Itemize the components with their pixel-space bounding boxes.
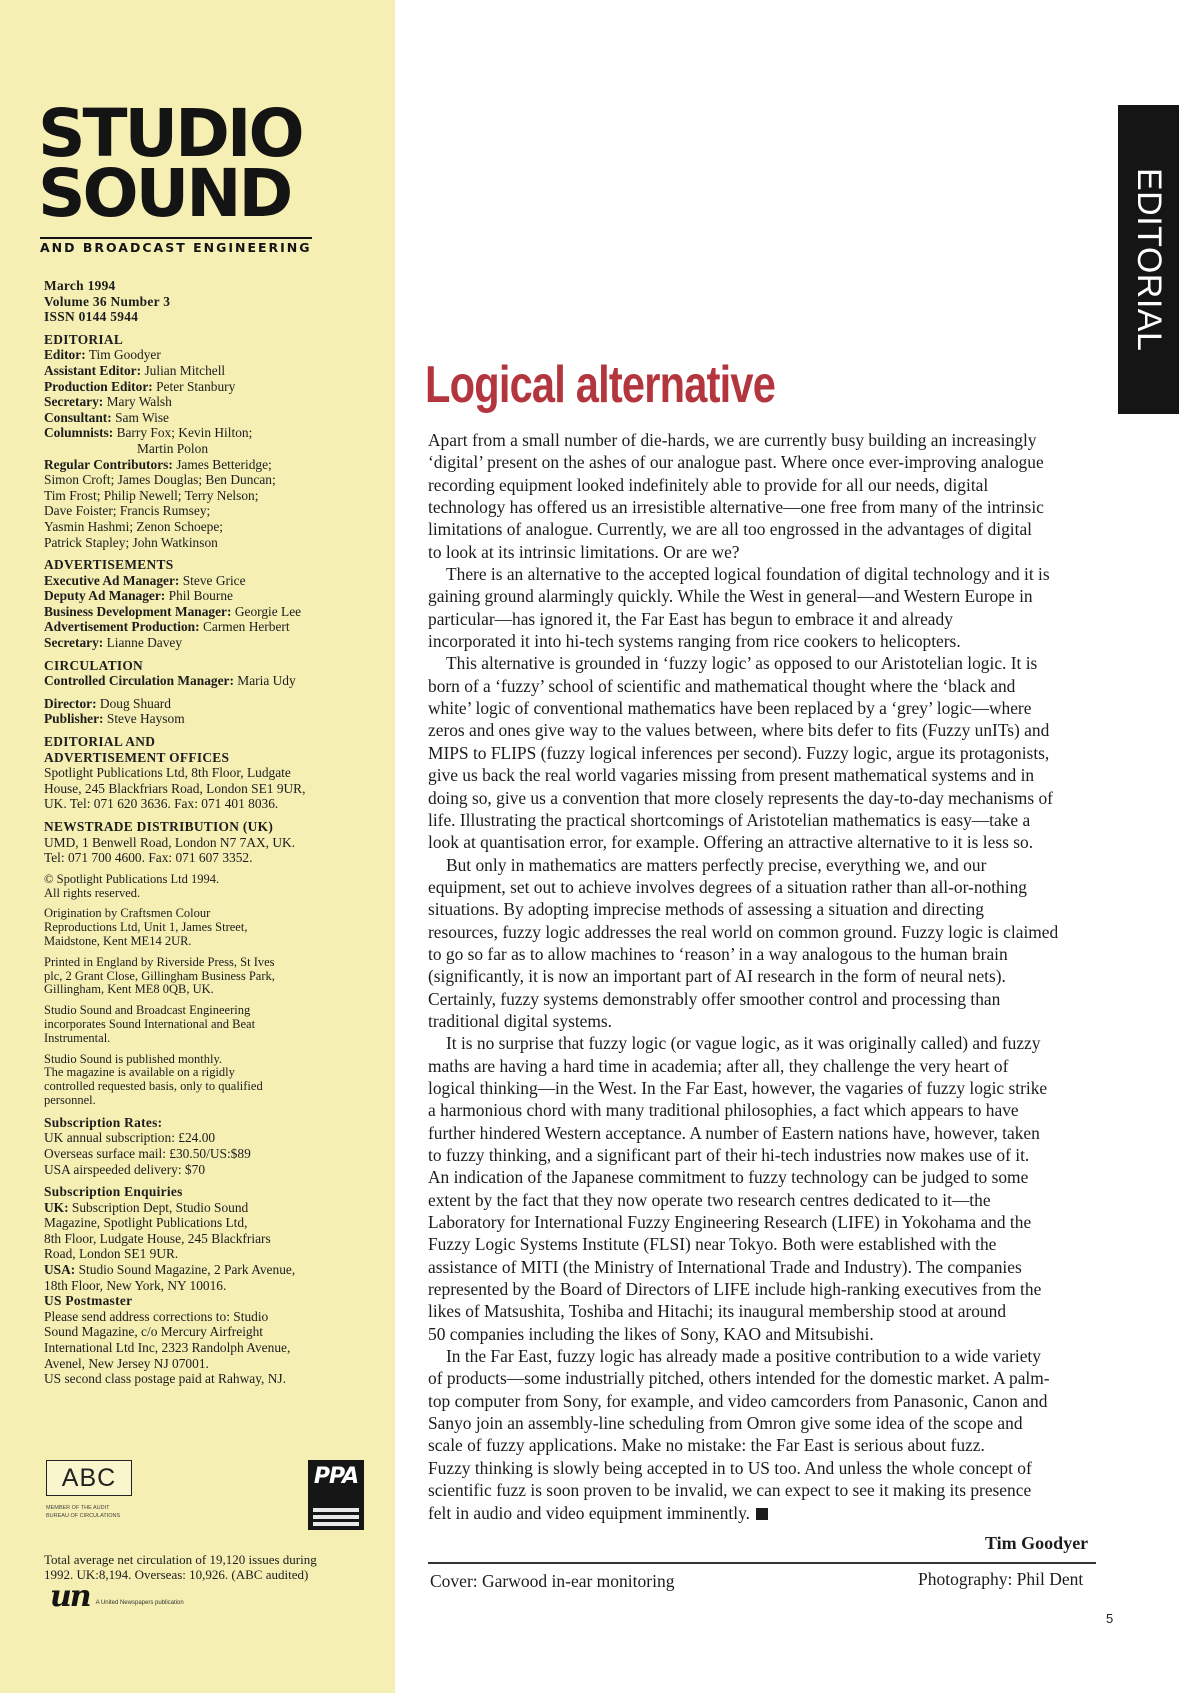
issue-info: [44, 278, 380, 325]
article-line: Fuzzy Logic Systems Institute (FLSI) near Tokyo. Both were established with the: [428, 1234, 997, 1255]
article-line: limitations of analogue. Currently, we are all too engrossed in the advantages of digital: [428, 519, 1032, 540]
article-line: particular—has ignored it, the Far East has begun to embrace it and already: [428, 608, 953, 629]
section-tab-label: EDITORIAL: [1130, 167, 1168, 352]
article-line: MIPS to FLIPS (fuzzy logical inferences per second). Fuzzy logic, argue its protagonists,: [428, 742, 1050, 763]
copyright-line-1: © Spotlight Publications Ltd 1994.: [44, 871, 220, 886]
ad-secretary-line: Secretary: Lianne Davey: [44, 635, 183, 651]
abc-caption: [46, 1504, 156, 1520]
issue-date: March 1994: [44, 278, 116, 293]
photography-credit: Photography: Phil Dent: [918, 1569, 1084, 1589]
contributors-line-3: Tim Frost; Philip Newell; Terry Nelson;: [44, 487, 259, 503]
offices-line-2: House, 245 Blackfriars Road, London SE1 9UR,: [44, 780, 306, 796]
section-tab: [1118, 105, 1179, 414]
circulation-note: [44, 1553, 374, 1582]
uk-line-4: Road, London SE1 9UR.: [44, 1246, 179, 1262]
article-line: represented by the Board of Directors of LIFE include high-ranking executives from the: [428, 1279, 1042, 1300]
page-number: 5: [1106, 1611, 1114, 1626]
circulation-heading: CIRCULATION: [44, 657, 144, 673]
footer-rule: [428, 1562, 1096, 1564]
article-body: [428, 429, 1094, 1524]
newstrade-line-2: Tel: 071 700 4600. Fax: 071 607 3352.: [44, 850, 253, 866]
contributors-line-6: Patrick Stapley; John Watkinson: [44, 534, 218, 550]
postmaster-line-3: International Ltd Inc, 2323 Randolph Avenue,: [44, 1340, 291, 1356]
secretary-line: Secretary: Mary Walsh: [44, 394, 172, 410]
article-line: ‘digital’ present on the ashes of our analogue past. Where once ever-improving analogue: [428, 452, 1044, 473]
contributors-line-5: Yasmin Hashmi; Zenon Schoepe;: [44, 518, 224, 534]
circ-manager-line: Controlled Circulation Manager: Maria Udy: [44, 673, 296, 689]
un-text: A United Newspapers publication: [95, 1600, 184, 1606]
article-line: look at quantisation error, for example. Offering an attractive alternative to it is less so.: [428, 832, 1034, 853]
un-mark: un: [50, 1579, 90, 1614]
usa-line-2: 18th Floor, New York, NY 10016.: [44, 1277, 227, 1293]
article-line: born of a ‘fuzzy’ school of scientific and mathematical thought where the ‘black and: [428, 675, 1016, 696]
article-line: doing so, give us a convention that more closely represents the day-to-day mechanisms of: [428, 787, 1053, 808]
logo-line-studio: STUDIO: [38, 95, 302, 172]
director-line: Director: Doug Shuard: [44, 695, 171, 711]
cover-credit: Cover: Garwood in-ear monitoring: [430, 1571, 675, 1591]
issue-issn: ISSN 0144 5944: [44, 309, 139, 325]
offices: [44, 734, 380, 812]
article-line: white’ logic of conventional mathematics have been replaced by a ‘grey’ logic—where: [428, 698, 1032, 719]
published-line-3: controlled requested basis, only to qualified: [44, 1079, 263, 1094]
article-line: likes of Matsushita, Toshiba and Hitachi; its inaugural membership stood at around: [428, 1301, 1007, 1322]
printer: [44, 956, 380, 997]
postmaster-line-4: Avenel, New Jersey NJ 07001.: [44, 1355, 209, 1371]
article-line: top computer from Sony, for example, and video camcorders from Panasonic, Canon and: [428, 1390, 1048, 1411]
postmaster-line-5: US second class postage paid at Rahway, NJ.: [44, 1371, 286, 1387]
article-line: logical thinking—in the West. In the Far East, however, the vagaries of fuzzy logic strike: [428, 1077, 1048, 1098]
incorporates-line-3: Instrumental.: [44, 1030, 111, 1045]
article-line: Apart from a small number of die-hards, we are currently busy building an increasingly: [428, 430, 1037, 450]
origination: [44, 907, 380, 948]
article-line: It is no surprise that fuzzy logic (or vague logic, as it was originally called) and fuzzy: [446, 1033, 1041, 1054]
article-line: equipment, set out to achieve involves degrees of a situation rather than all-or-nothing: [428, 876, 1027, 897]
incorporates-line-2: incorporates Sound International and Beat: [44, 1016, 256, 1031]
published-line-2: The magazine is available on a rigidly: [44, 1065, 235, 1080]
contributors-line-2: Simon Croft; James Douglas; Ben Duncan;: [44, 472, 276, 488]
ppa-mark: PPA: [313, 1464, 359, 1489]
deputy-ad-line: Deputy Ad Manager: Phil Bourne: [44, 588, 233, 604]
published-line-4: personnel.: [44, 1092, 96, 1107]
published-line-1: Studio Sound is published monthly.: [44, 1051, 223, 1066]
article-line: technology has offered us an irresistible alternative—one free from many of the intrinsic: [428, 497, 1044, 518]
article-line: 50 companies including the likes of Sony, KAO and Mitsubishi.: [428, 1323, 874, 1344]
masthead-credits: [44, 278, 380, 1394]
article-line: zeros and ones give way to the values between, where bits defer to fits (Fuzzy unITs) and: [428, 720, 1050, 741]
consultant-line: Consultant: Sam Wise: [44, 409, 169, 425]
article-line: But only in mathematics are matters perfectly precise, everything we, and our: [446, 854, 987, 875]
rates-line-3: USA airspeeded delivery: $70: [44, 1161, 206, 1177]
offices-line-1: Spotlight Publications Ltd, 8th Floor, Ludgate: [44, 765, 291, 781]
circulation-line-2: 1992. UK:8,194. Overseas: 10,926. (ABC audited): [44, 1566, 309, 1582]
article-line: give us back the real world vagaries missing from present mathematical systems and in: [428, 765, 1035, 786]
article-line: Laboratory for International Fuzzy Engineering Research (LIFE) in Yokohama and the: [428, 1212, 1032, 1233]
article-line: resources, fuzzy logic addresses the real world on common ground. Fuzzy logic is claimed: [428, 921, 1059, 942]
origination-line-3: Maidstone, Kent ME14 2UR.: [44, 933, 192, 948]
exec-ad-line: Executive Ad Manager: Steve Grice: [44, 572, 246, 588]
article-line: life. Illustrating the practical shortcomings of Aristotelian mathematics is easy—take a: [428, 809, 1031, 830]
article-line: An indication of the Japanese commitment to fuzzy technology can be judged to some: [428, 1167, 1029, 1188]
editorial-heading: EDITORIAL: [44, 331, 124, 347]
article-line: to fuzzy thinking, and a significant part of their hi-tech industries now makes use of it.: [428, 1145, 1030, 1165]
postmaster-heading: US Postmaster: [44, 1293, 133, 1309]
newstrade: [44, 819, 380, 866]
publication-note: [44, 1053, 380, 1108]
article-line: In the Far East, fuzzy logic has already made a positive contribution to a wide variety: [446, 1346, 1041, 1367]
postmaster-line-2: Sound Magazine, c/o Mercury Airfreight: [44, 1324, 264, 1340]
copyright-line-2: All rights reserved.: [44, 885, 141, 900]
article-line: Sanyo join an assembly-line scheduling from Omron give some idea of the scope and: [428, 1413, 1023, 1434]
newstrade-heading: NEWSTRADE DISTRIBUTION (UK): [44, 819, 274, 834]
advertisements-staff: [44, 557, 380, 651]
article-line: This alternative is grounded in ‘fuzzy logic’ as opposed to our Aristotelian logic. It is: [446, 653, 1038, 674]
issue-volume: Volume 36 Number 3: [44, 293, 171, 309]
ppa-bars: [313, 1505, 359, 1526]
offices-heading-1: EDITORIAL AND: [44, 734, 156, 750]
uk-line-2: Magazine, Spotlight Publications Ltd,: [44, 1215, 248, 1231]
enquiries-heading: Subscription Enquiries: [44, 1184, 183, 1200]
columnists-line-2: Martin Polon: [137, 440, 209, 456]
circulation-staff: [44, 658, 380, 689]
uk-line-3: 8th Floor, Ludgate House, 245 Blackfriars: [44, 1230, 271, 1246]
offices-heading-2: ADVERTISEMENT OFFICES: [44, 749, 230, 765]
article-line: of products—some industrially pitched, others intended for the domestic market. A palm-: [428, 1368, 1050, 1389]
article-line: to go so far as to allow machines to ‘reason’ in a way analogous to the human brain: [428, 943, 1008, 964]
united-newspapers-logo: [50, 1579, 184, 1614]
circulation-line-1: Total average net circulation of 19,120 issues during: [44, 1552, 317, 1567]
incorporates-line-1: Studio Sound and Broadcast Engineering: [44, 1003, 251, 1018]
article-line: recording equipment looked indefinitely able to provide for all our needs, digital: [428, 474, 989, 495]
printer-line-2: plc, 2 Grant Close, Gillingham Business Park,: [44, 968, 275, 983]
newstrade-line-1: UMD, 1 Benwell Road, London N7 7AX, UK.: [44, 834, 296, 850]
origination-line-2: Reproductions Ltd, Unit 1, James Street,: [44, 920, 248, 935]
copyright: [44, 873, 380, 901]
end-mark-icon: [756, 1508, 768, 1520]
rates-line-2: Overseas surface mail: £30.50/US:$89: [44, 1145, 251, 1161]
rates-line-1: UK annual subscription: £24.00: [44, 1130, 216, 1146]
abc-logo: ABC: [46, 1460, 132, 1496]
article-line: traditional digital systems.: [428, 1010, 613, 1031]
bizdev-line: Business Development Manager: Georgie Lee: [44, 603, 302, 619]
article-line: scale of fuzzy applications. Make no mistake: the Far East is serious about fuzz.: [428, 1435, 985, 1456]
article-line: felt in audio and video equipment imminently.: [428, 1502, 750, 1523]
article-last-line: [428, 1502, 1094, 1524]
subscription-rates: [44, 1115, 380, 1177]
membership-logos: [46, 1460, 366, 1540]
article-line: There is an alternative to the accepted logical foundation of digital technology and it is: [446, 564, 1050, 585]
rates-heading: Subscription Rates:: [44, 1114, 163, 1130]
subscription-enquiries: [44, 1184, 380, 1387]
incorporates: [44, 1004, 380, 1045]
abc-caption-line-1: MEMBER OF THE AUDIT: [46, 1505, 110, 1511]
logo-subtitle: AND BROADCAST ENGINEERING: [40, 237, 312, 255]
article-line: (significantly, it is now an important part of AI research in the form of neural nets).: [428, 966, 1006, 987]
postmaster-line-1: Please send address corrections to: Studio: [44, 1308, 269, 1324]
usa-line-1: USA: Studio Sound Magazine, 2 Park Avenue,: [44, 1262, 296, 1278]
article-line: maths are having a hard time in academia; after all, they challenge the very heart of: [428, 1055, 1009, 1076]
publisher-line: Publisher: Steve Haysom: [44, 711, 185, 727]
article-line: Certainly, fuzzy systems demonstrably offer smoother control and processing than: [428, 988, 1001, 1009]
management: [44, 696, 380, 727]
article-line: assistance of MITI (the Ministry of International Trade and Industry). The companies: [428, 1256, 1022, 1277]
article-line: Fuzzy thinking is slowly being accepted in to US too. And unless the whole concept of: [428, 1457, 1032, 1478]
printer-line-3: Gillingham, Kent ME8 0QB, UK.: [44, 982, 214, 997]
printer-line-1: Printed in England by Riverside Press, St Ives: [44, 954, 275, 969]
abc-caption-line-2: BUREAU OF CIRCULATIONS: [46, 1513, 121, 1519]
editor-line: Editor: Tim Goodyer: [44, 347, 161, 363]
article-line: further hindered Western acceptance. A number of Eastern nations have, however, taken: [428, 1122, 1040, 1143]
article-author: Tim Goodyer: [985, 1533, 1089, 1553]
columnists-line: Columnists: Barry Fox; Kevin Hilton;: [44, 425, 253, 441]
article-line: scientific fuzz is soon proven to be invalid, we can expect to see it making its presence: [428, 1480, 1032, 1501]
origination-line-1: Origination by Craftsmen Colour: [44, 906, 211, 921]
article-line: incorporated it into hi-tech systems ranging from rice cookers to helicopters.: [428, 631, 961, 652]
assistant-editor-line: Assistant Editor: Julian Mitchell: [44, 362, 226, 378]
production-editor-line: Production Editor: Peter Stanbury: [44, 378, 236, 394]
ad-production-line: Advertisement Production: Carmen Herbert: [44, 619, 290, 635]
article-line: to look at its intrinsic limitations. Or are we?: [428, 541, 740, 562]
article-line: gaining ground alarmingly quickly. While the West in general—and Western Europe in: [428, 586, 1033, 607]
contributors-line: Regular Contributors: James Betteridge;: [44, 456, 272, 472]
contributors-line-4: Dave Foister; Francis Rumsey;: [44, 503, 211, 519]
article-line: a harmonious chord with many traditional philosophies, a fact which appears to have: [428, 1100, 1019, 1121]
offices-line-3: UK. Tel: 071 620 3636. Fax: 071 401 8036.: [44, 796, 279, 812]
magazine-logo: [38, 95, 368, 232]
advertisements-heading: ADVERTISEMENTS: [44, 557, 174, 573]
logo-line-sound: SOUND: [38, 155, 291, 232]
ppa-logo: [308, 1460, 364, 1530]
article-headline: Logical alternative: [425, 356, 776, 414]
uk-line-1: UK: Subscription Dept, Studio Sound: [44, 1199, 249, 1215]
editorial-staff: [44, 332, 380, 550]
article-line: extent by the fact that they now operate two research centres dedicated to it—the: [428, 1189, 991, 1210]
article-line: situations. By adopting imprecise methods of assessing a situation and directing: [428, 899, 984, 920]
